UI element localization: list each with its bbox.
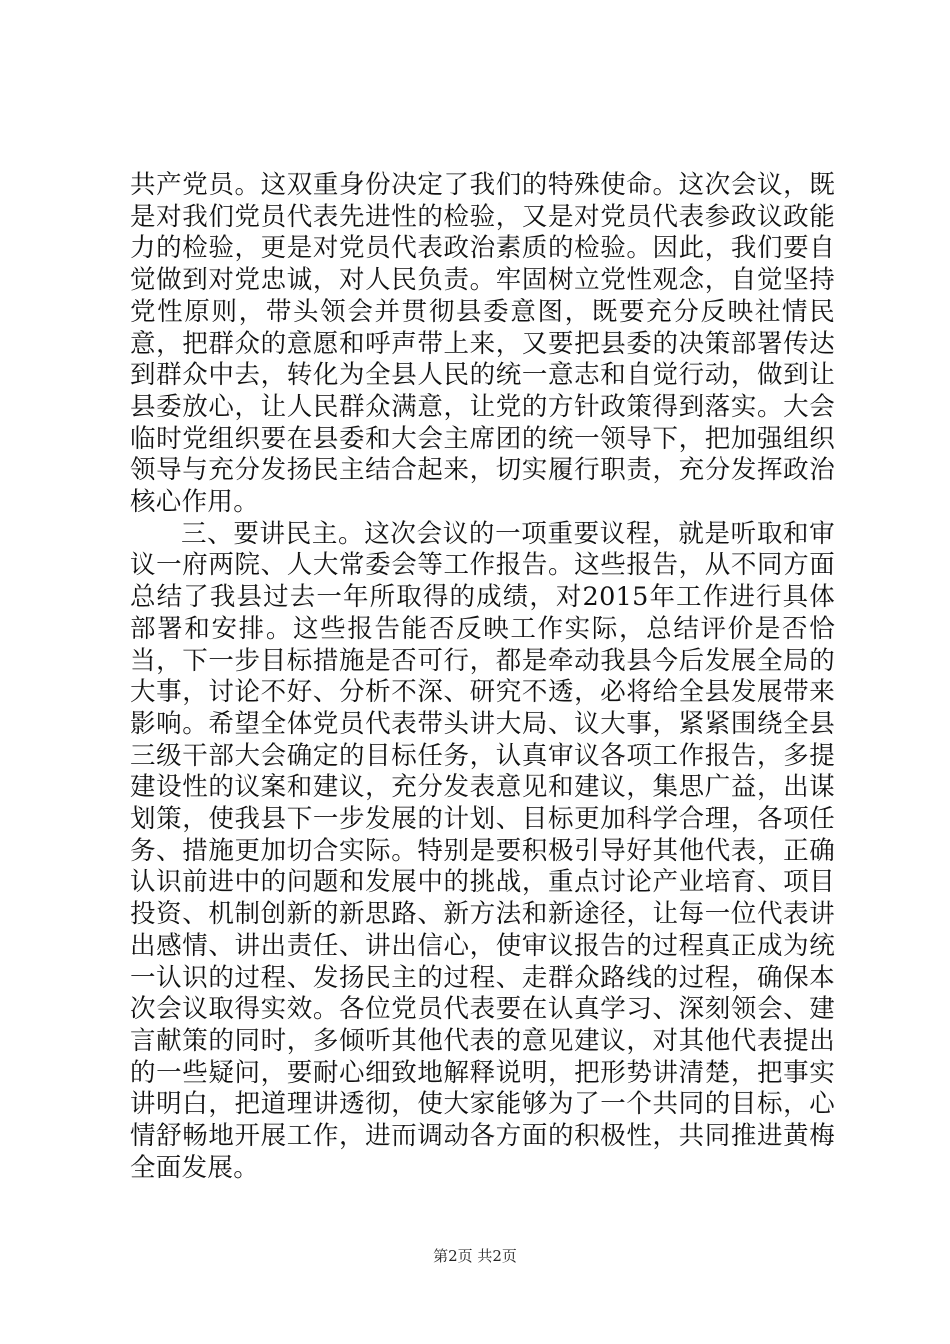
paragraph-continuation: 共产党员。这双重身份决定了我们的特殊使命。这次会议，既是对我们党员代表先进性的检验，又是对党员代表参政议政能力的检验，更是对党员代表政治素质的检验。因此，我们要自觉做到对党忠诚，对人民负责。牢固树立党性观念，自觉坚持党性原则，带头领会并贯彻县委意图，既要充分反映社情民意，把群众的意愿和呼声带上来，又要把县委的决策部署传达到群众中去，转化为全县人民的统一意志和自觉行动，做到让县委放心，让人民群众满意，让党的方针政策得到落实。大会临时党组织要在县委和大会主席团的统一领导下，把加强组织领导与充分发扬民主结合起来，切实履行职责，充分发挥政治核心作用。: [130, 170, 835, 518]
paragraph-section-three: 三、要讲民主。这次会议的一项重要议程，就是听取和审议一府两院、人大常委会等工作报告。这些报告，从不同方面总结了我县过去一年所取得的成绩，对2015年工作进行具体部署和安排。这些报告能否反映工作实际，总结评价是否恰当，下一步目标措施是否可行，都是牵动我县今后发展全局的大事，讨论不好、分析不深、研究不透，必将给全县发展带来影响。希望全体党员代表带头讲大局、议大事，紧紧围绕全县三级干部大会确定的目标任务，认真审议各项工作报告，多提建设性的议案和建议，充分发表意见和建议，集思广益，出谋划策，使我县下一步发展的计划、目标更加科学合理，各项任务、措施更加切合实际。特别是要积极引导好其他代表，正确认识前进中的问题和发展中的挑战，重点讨论产业培育、项目投资、机制创新的新思路、新方法和新途径，让每一位代表讲出感情、讲出责任、讲出信心，使审议报告的过程真正成为统一认识的过程、发扬民主的过程、走群众路线的过程，确保本次会议取得实效。各位党员代表要在认真学习、深刻领会、建言献策的同时，多倾听其他代表的意见建议，对其他代表提出的一些疑问，要耐心细致地解释说明，把形势讲清楚，把事实讲明白，把道理讲透彻，使大家能够为了一个共同的目标，心情舒畅地开展工作，进而调动各方面的积极性，共同推进黄梅全面发展。: [130, 518, 835, 1183]
document-body: [130, 170, 835, 1185]
page-footer: 第2页 共2页: [433, 1247, 517, 1265]
